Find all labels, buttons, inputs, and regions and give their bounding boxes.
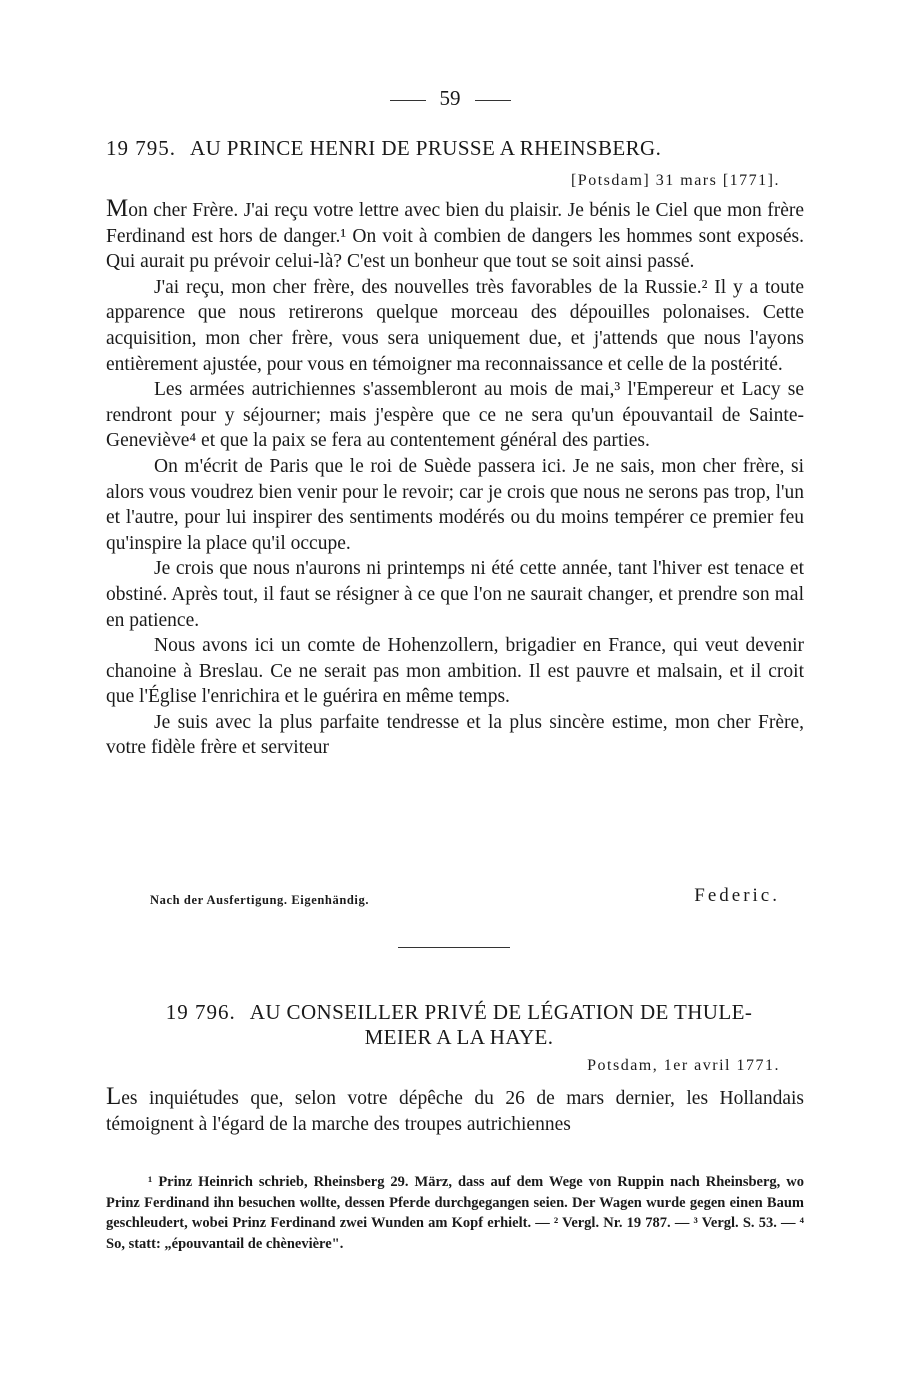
- rule-right: [475, 100, 511, 101]
- letter-heading: [114, 1000, 804, 1050]
- paragraph: Les armées autrichiennes s'assembleront au mois de mai,³ l'Empereur et Lacy se rendront pour y séjourner; mais j'espère que ce ne sera qu'un épouvantail de Sainte-Geneviève⁴ et que la paix se fera au contentement général des parties.: [106, 379, 804, 452]
- paragraph: J'ai reçu, mon cher frère, des nouvelles très favorables de la Russie.² Il y a toute apparence que nous retirerons quelque morceau des dépouilles polonaises. Cette acquisition, mon cher frère, vous sera uniquement due, et j'attends que nous l'ayons entièrement ajustée, pour vous en témoigner ma reconnaissance et celle de la postérité.: [106, 276, 804, 375]
- paragraph: Les inquiétudes que, selon votre dépêche du 26 de mars dernier, les Hollandais témoignent à l'égard de la marche des troupes autrichiennes: [106, 1083, 804, 1135]
- paragraph: Je crois que nous n'aurons ni printemps ni été cette année, tant l'hiver est tenace et obstiné. Après tout, il faut se résigner à ce que l'on ne saurait changer, et prendre son mal en patience.: [106, 558, 804, 631]
- letter-dateline: [Potsdam] 31 mars [1771].: [570, 172, 780, 189]
- page-number-text: 59: [439, 86, 461, 110]
- letter-heading-text: MEIER A LA HAYE.: [364, 1025, 554, 1049]
- drop-initial: L: [106, 1083, 122, 1110]
- source-note: Nach der Ausfertigung. Eigenhändig.: [150, 893, 370, 907]
- letter-number: 19 795.: [106, 136, 176, 160]
- letter-number: 19 796.: [165, 1000, 236, 1024]
- paragraph: Je suis avec la plus parfaite tendresse et la plus sincère estime, mon cher Frère, votre fidèle frère et serviteur: [106, 711, 804, 759]
- letter-body: [106, 1084, 804, 1137]
- paragraph: On m'écrit de Paris que le roi de Suède passera ici. Je ne sais, mon cher frère, si alors vous voudrez bien venir pour le revoir; car je crois que nous ne serons pas trop, l'un et l'autre, pour lui inspirer des sentiments modérés ou du moins tempérer ce premier feu qu'inspire la place qu'il occupe.: [106, 455, 804, 554]
- letter-heading-text: AU CONSEILLER PRIVÉ DE LÉGATION DE THULE-: [249, 1000, 753, 1024]
- letter-heading: [106, 136, 806, 161]
- rule-left: [390, 100, 426, 101]
- footnotes: [106, 1172, 804, 1254]
- page-number: [0, 86, 900, 111]
- section-divider: [398, 947, 510, 948]
- footnote: ¹ Prinz Heinrich schrieb, Rheinsberg 29. März, dass auf dem Wege von Ruppin nach Rheinsberg, wo Prinz Ferdinand ihn besuchen wollte, dessen Pferde durchgegangen seien. Der Wagen wurde gegen einen Baum geschleudert, wobei Prinz Ferdinand zwei Wunden am Kopf erhielt. — ² Vergl. Nr. 19 787. — ³ Vergl. S. 53. — ⁴ So, statt: „épouvantail de chènevière".: [106, 1174, 804, 1252]
- letter-heading-text: AU PRINCE HENRI DE PRUSSE A RHEINSBERG.: [190, 136, 662, 160]
- drop-initial: M: [106, 195, 129, 222]
- paragraph: Nous avons ici un comte de Hohenzollern, brigadier en France, qui veut devenir chanoine à Breslau. Ce ne serait pas mon ambition. Il est pauvre et malsain, et il croit que l'Église l'enrichira et le guérira en même temps.: [106, 635, 804, 708]
- signature: Federic.: [694, 885, 780, 906]
- letter-dateline: Potsdam, 1er avril 1771.: [587, 1057, 780, 1074]
- letter-body: [106, 196, 804, 761]
- paragraph: Mon cher Frère. J'ai reçu votre lettre avec bien du plaisir. Je bénis le Ciel que mon frère Ferdinand est hors de danger.¹ On voit à combien de dangers les hommes sont exposés. Qui aurait pu prévoir celui-là? C'est un bonheur que tout se soit ainsi passé.: [106, 195, 804, 273]
